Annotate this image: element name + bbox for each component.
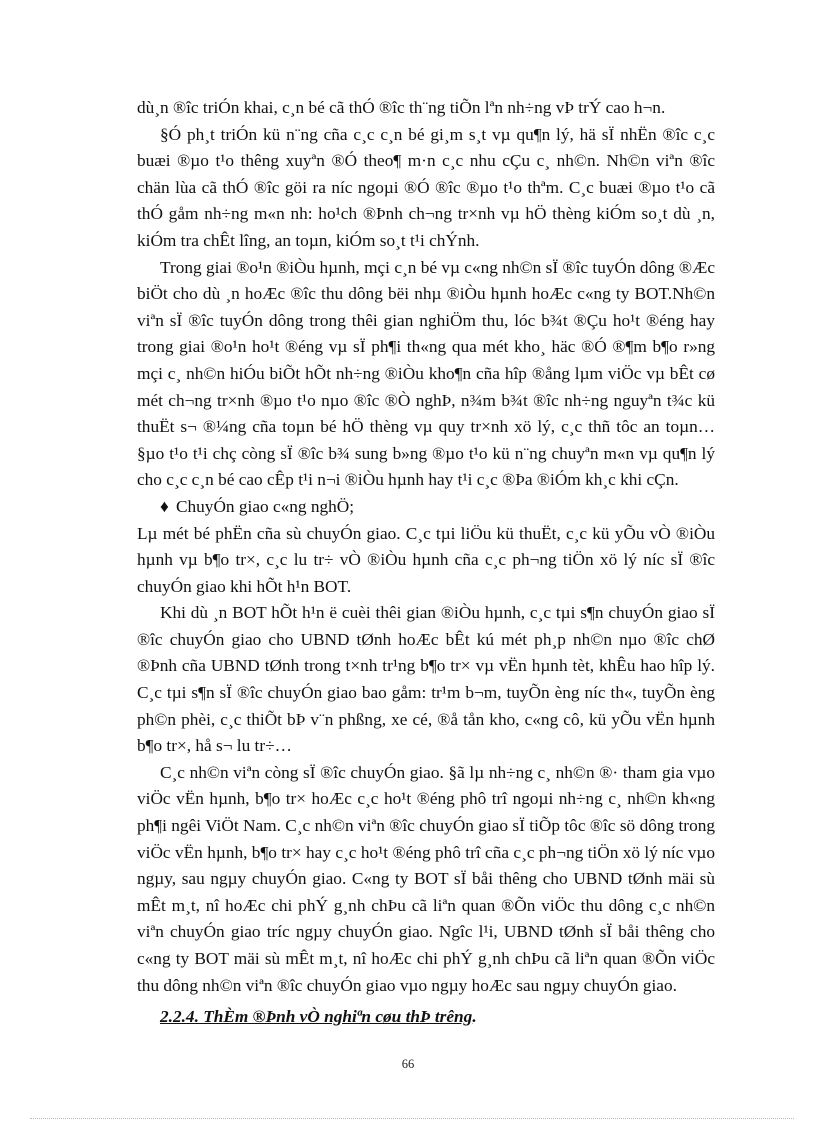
paragraph-5: Khi dù ¸n BOT hÕt h¹n ë cuèi thêi gian ®iÒu hµnh, c¸c tµi s¶n chuyÓn giao sÏ ®îc chuyÓn giao cho UBND tØnh hoÆc bÊt kú mét ph¸p nh©n nµo ®îc chØ ®Þnh cña UBND tØnh trong t×nh tr¹ng b¶o tr× vµ vËn hµnh tèt, khÊu hao hîp lý. C¸c tµi s¶n sÏ ®îc chuyÓn giao bao gåm: tr¹m b¬m, tuyÕn èng níc th«, tuyÕn èng ph©n phèi, c¸c thiÕt bÞ v¨n phßng, xe cé, ®å tån kho, c«ng cô, kü yÕu vËn hµnh b¶o tr×, hå s¬ lu tr÷… xyxy=(137,603,715,756)
document-body xyxy=(137,95,715,999)
paragraph-2: §Ó ph¸t triÓn kü n¨ng cña c¸c c¸n bé gi¸m s¸t vµ qu¶n lý, hä sÏ nhËn ®îc c¸c buæi ®µo t¹o thêng xuyªn ®Ó theo¶ m·n c¸c nhu cÇu c¸ nh©n. Nh©n viªn ®îc chän lùa cã thÓ ®îc göi ra níc ngoµi ®Ó ®îc ®µo t¹o thªm. C¸c buæi ®µo t¹o cã thÓ gåm nh÷ng m«n nh: ho¹ch ®Þnh ch¬ng tr×nh vµ hÖ thèng kiÓm so¸t dù ¸n, kiÓm tra chÊt lîng, an toµn, kiÓm so¸t t¹i chÝnh. xyxy=(137,124,715,250)
paragraph-4: Lµ mét bé phËn cña sù chuyÓn giao. C¸c tµi liÖu kü thuËt, c¸c kü yÕu vÒ ®iÒu hµnh vµ b¶o tr×, c¸c lu tr÷ vÒ ®iÒu hµnh cña c¸c ph¬ng tiÖn xö lý níc sÏ ®îc chuyÓn giao khi hÕt h¹n BOT. xyxy=(137,523,715,596)
paragraph-3: Trong giai ®o¹n ®iÒu hµnh, mçi c¸n bé vµ c«ng nh©n sÏ ®îc tuyÓn dông ®Æc biÖt cho dù ¸n hoÆc ®îc thu dông bëi nhµ ®iÒu hµnh hoÆc c«ng ty BOT.Nh©n viªn sÏ ®îc tuyÓn dông trong thêi gian nghiÖm thu, lóc b¾t ®Çu ho¹t ®éng hay trong giai ®o¹n ho¹t ®éng vµ sÏ ph¶i th«ng qua mét kho¸ häc ®Ó ®¶m b¶o r»ng mçi c¸ nh©n hiÓu biÕt hÕt nh÷ng ®iÒu kho¶n cña hîp ®ång lµm viÖc vµ bÊt cø mét ch¬ng tr×nh ®µo t¹o nµo ®îc ®Ò nghÞ, n¾m b¾t ®îc nh÷ng nguyªn t¾c kü thuËt s¬ ®¼ng cña toµn bé hÖ thèng vµ quy tr×nh xö lý, c¸c thñ tôc an toµn… §µo t¹o t¹i chç còng sÏ ®îc b¾ sung b»ng ®µo t¹o kü n¨ng chuyªn m«n vµ qu¶n lý cho c¸c c¸n bé cao cÊp t¹i n¬i ®iÒu hµnh hay t¹i c¸c ®Þa ®iÓm kh¸c khi cÇn. xyxy=(137,257,715,490)
section-heading xyxy=(160,1007,477,1027)
diamond-bullet-icon: ♦ xyxy=(160,496,169,516)
paragraph-6: C¸c nh©n viªn còng sÏ ®îc chuyÓn giao. §ã lµ nh÷ng c¸ nh©n ®· tham gia vµo viÖc vËn hµnh, b¶o tr× hoÆc c¸c ho¹t ®éng phô trî ngoµi nh÷ng c¸ nh©n kh«ng ph¶i ngêi ViÖt Nam. C¸c nh©n viªn ®îc chuyÓn giao sÏ tiÕp tôc ®îc sö dông trong viÖc vËn hµnh, b¶o tr× hay c¸c ho¹t ®éng phô trî cña c¸c ph¬ng tiÖn xö lý níc vµo ngµy, sau ngµy chuyÓn giao. C«ng ty BOT sÏ båi thêng cho UBND tØnh mäi sù mÊt m¸t, nî hoÆc chi phÝ g¸nh chÞu cã liªn quan ®Õn viÖc thu dông c¸c nh©n viªn chuyÓn giao tríc ngµy chuyÓn giao. Ngîc l¹i, UBND tØnh sÏ båi thêng cho c«ng ty BOT mäi sù mÊt m¸t, nî hoÆc chi phÝ g¸nh chÞu cã liªn quan ®Õn viÖc thu dông nh©n viªn ®îc chuyÓn giao vµo ngµy hoÆc sau ngµy chuyÓn giao. xyxy=(137,762,715,995)
page-number: 66 xyxy=(401,1057,415,1071)
bullet-item-label: ChuyÓn giao c«ng nghÖ; xyxy=(176,496,355,516)
footer-divider xyxy=(30,1118,794,1119)
paragraph-1: dù¸n ®îc triÓn khai, c¸n bé cã thÓ ®îc th¨ng tiÕn lªn nh÷ng vÞ trÝ cao h¬n. xyxy=(137,98,666,117)
section-heading-suffix: . xyxy=(472,1007,477,1026)
section-heading-text: 2.2.4. ThÈm ®Þnh vÒ nghiªn cøu thÞ trêng xyxy=(160,1007,473,1026)
bullet-item-technology-transfer xyxy=(137,494,715,521)
